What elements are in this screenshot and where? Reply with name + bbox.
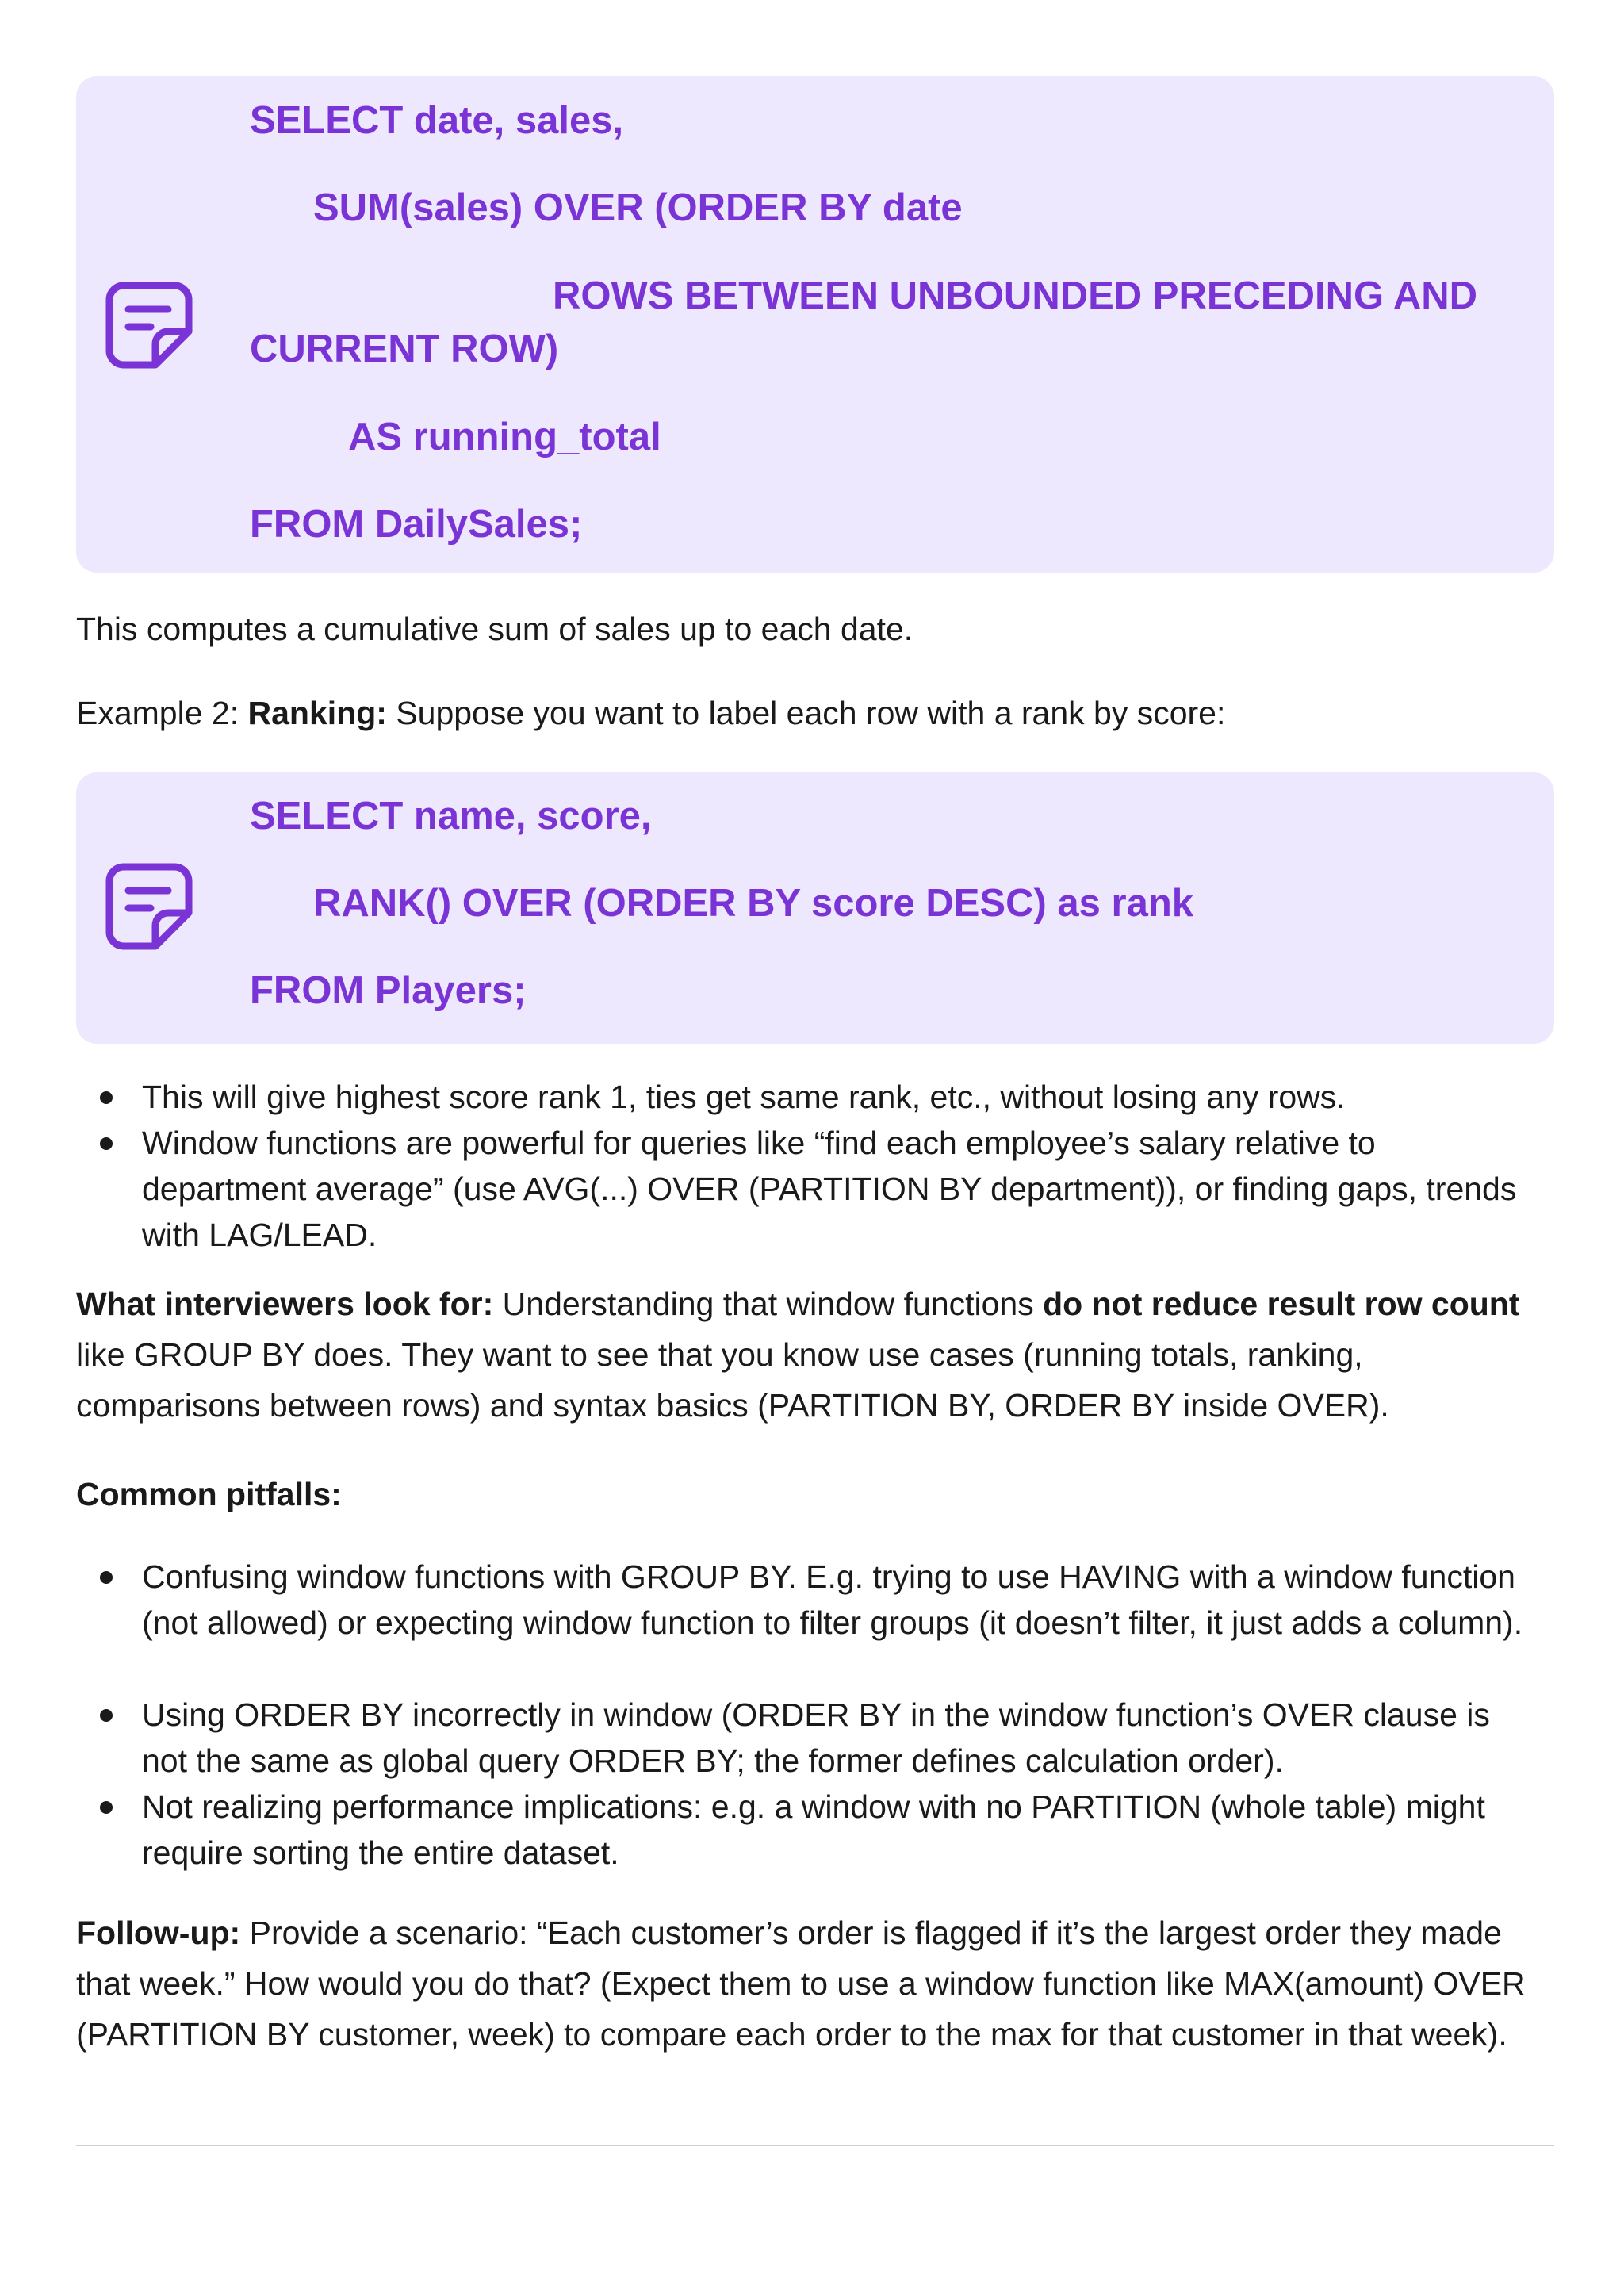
code-line: SELECT name, score,	[250, 795, 652, 838]
follow-up-paragraph	[76, 1907, 1554, 2060]
code-line: RANK() OVER (ORDER BY score DESC) as rank	[313, 882, 1194, 925]
list-item-text: Using ORDER BY incorrectly in window (ORDER BY in the window function’s OVER clause is not the same as global query ORDER BY; the former defines calculation order).	[142, 1696, 1490, 1779]
pitfalls-heading	[76, 1470, 1554, 1519]
code-line: AS running_total	[348, 416, 661, 458]
code-line: ROWS BETWEEN UNBOUNDED PRECEDING AND	[553, 274, 1478, 317]
code-line: SELECT date, sales,	[250, 99, 624, 142]
follow-up-label: Follow-up:	[76, 1915, 241, 1951]
example-text: Suppose you want to label each row with a rank by score:	[386, 695, 1226, 731]
paragraph: This computes a cumulative sum of sales up to each date.	[76, 611, 914, 647]
list-item-text: Confusing window functions with GROUP BY. E.g. trying to use HAVING with a window function (not allowed) or expecting window function to filter groups (it doesn’t filter, it just adds a column).	[142, 1558, 1523, 1641]
example-label: Ranking:	[247, 695, 387, 731]
follow-up-text: Provide a scenario: “Each customer’s order is flagged if it’s the largest order they made that week.” How would you do that? (Expect them to use a window function like MAX(amount) OVER (PARTITION BY customer, week) to compare each order to the max for that customer in that week).	[76, 1915, 1526, 2053]
code-callout-ranking	[76, 772, 1554, 1044]
code-line: CURRENT ROW)	[250, 328, 559, 370]
interviewers-text: Understanding that window functions	[493, 1286, 1044, 1322]
bullet-dot	[100, 1709, 113, 1722]
sticky-note-icon	[102, 278, 197, 373]
list-item-text: Window functions are powerful for queries like “find each employee’s salary relative to department average” (use AVG(...) OVER (PARTITION BY department)), or finding gaps, trends with LAG/LEAD.	[142, 1125, 1517, 1253]
pitfalls-heading-text: Common pitfalls:	[76, 1476, 342, 1512]
bullet-dot	[100, 1137, 113, 1150]
interviewers-paragraph	[76, 1278, 1554, 1431]
code-line: SUM(sales) OVER (ORDER BY date	[313, 186, 963, 229]
code-line: FROM Players;	[250, 969, 527, 1012]
bullet-dot	[100, 1571, 113, 1584]
code-callout-running-total	[76, 76, 1554, 573]
horizontal-divider	[76, 2145, 1554, 2146]
list-item-text: This will give highest score rank 1, ties get same rank, etc., without losing any rows.	[142, 1079, 1346, 1115]
code-line: FROM DailySales;	[250, 503, 583, 546]
list-item-text: Not realizing performance implications: e.g. a window with no PARTITION (whole table) might require sorting the entire dataset.	[142, 1788, 1485, 1871]
example-prefix: Example 2:	[76, 695, 248, 731]
interviewers-label: What interviewers look for:	[76, 1286, 494, 1322]
interviewers-emphasis: do not reduce result row count	[1043, 1286, 1520, 1322]
interviewers-text-rest: like GROUP BY does. They want to see that you know use cases (running totals, ranking, comparisons between rows) and syntax basics (PARTITION BY, ORDER BY inside OVER).	[76, 1336, 1389, 1424]
bullet-dot	[100, 1801, 113, 1814]
example-2-paragraph	[76, 688, 1554, 738]
bullet-dot	[100, 1091, 113, 1104]
sticky-note-icon	[102, 859, 197, 954]
